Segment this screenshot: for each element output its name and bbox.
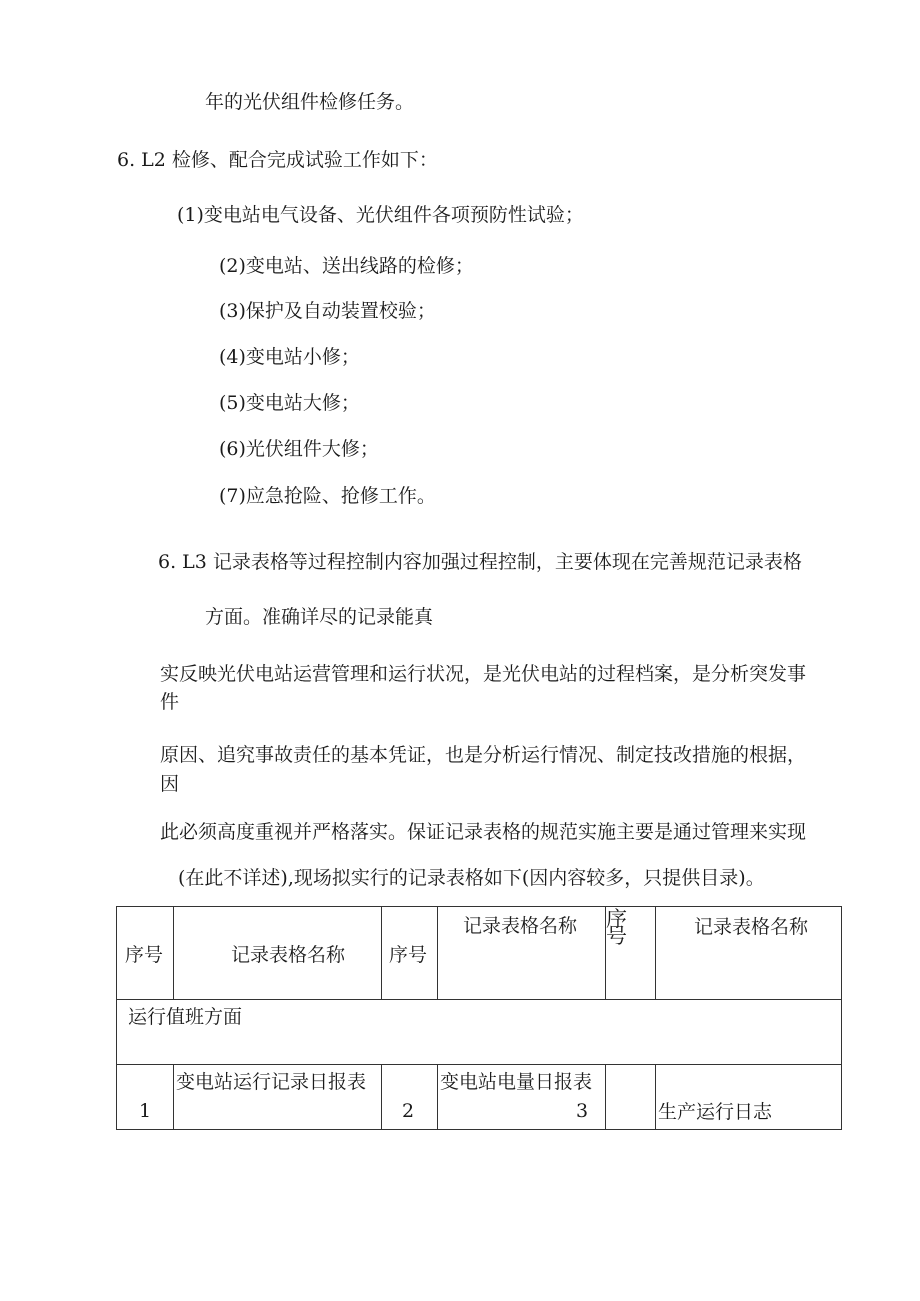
header-seq-2: 序号 [389, 944, 428, 966]
list-item: (5)变电站大修； [219, 392, 360, 414]
header-name-3: 记录表格名称 [694, 916, 809, 938]
row-seq-1: 1 [139, 1100, 152, 1122]
list-item: (2)变电站、送出线路的检修； [219, 255, 474, 277]
header-cell [438, 907, 606, 1000]
paragraph-line: 实反映光伏电站运营管理和运行状况，是光伏电站的过程档案，是分析突发事 [160, 663, 807, 685]
table-cell [656, 1065, 842, 1130]
table-row [117, 1065, 842, 1130]
list-item: (7)应急抢险、抢修工作。 [219, 485, 436, 507]
section-heading-6-l2: 6. L2 检修、配合完成试验工作如下： [117, 149, 438, 171]
paragraph-line: 方面。准确详尽的记录能真 [205, 606, 434, 628]
paragraph-line: (在此不详述),现场拟实行的记录表格如下(因内容较多，只提供目录)。 [178, 867, 765, 889]
header-name-2: 记录表格名称 [463, 915, 578, 937]
records-table [116, 906, 842, 1130]
list-item: (3)保护及自动装置校验； [219, 300, 436, 322]
row-name-3: 生产运行日志 [658, 1101, 773, 1123]
row-seq-3: 3 [576, 1100, 589, 1122]
paragraph-line: 因 [160, 773, 180, 795]
paragraph-line: 年的光伏组件检修任务。 [205, 91, 415, 113]
paragraph-line: 此必须高度重视并严格落实。保证记录表格的规范实施主要是通过管理来实现 [160, 821, 807, 843]
table-cell [576, 1065, 656, 1130]
table-cell [174, 1065, 382, 1130]
list-item: (1)变电站电气设备、光伏组件各项预防性试验； [177, 204, 584, 226]
row-seq-2: 2 [402, 1100, 415, 1122]
section-cell [117, 1000, 842, 1065]
paragraph-line: 件 [160, 691, 180, 713]
row-name-2: 变电站电量日报表 [440, 1071, 593, 1093]
header-seq-1: 序号 [125, 944, 164, 966]
header-cell [174, 907, 382, 1000]
header-cell [606, 907, 656, 1000]
section-label: 运行值班方面 [128, 1006, 243, 1028]
table-cell [382, 1065, 438, 1130]
header-cell [656, 907, 842, 1000]
row-name-1: 变电站运行记录日报表 [176, 1071, 367, 1093]
section-heading-6-l3: 6. L3 记录表格等过程控制内容加强过程控制，主要体现在完善规范记录表格 [158, 551, 802, 573]
header-cell [382, 907, 438, 1000]
list-item: (6)光伏组件大修； [219, 438, 379, 460]
header-seq-3: 序号 [606, 907, 627, 948]
paragraph-line: 原因、追究事故责任的基本凭证，也是分析运行情况、制定技改措施的根据， [160, 744, 807, 766]
list-item: (4)变电站小修； [219, 346, 360, 368]
table-header-row [117, 907, 842, 1000]
table-cell [117, 1065, 174, 1130]
table-section-row [117, 1000, 842, 1065]
header-name-1: 记录表格名称 [231, 944, 346, 966]
header-cell [117, 907, 174, 1000]
